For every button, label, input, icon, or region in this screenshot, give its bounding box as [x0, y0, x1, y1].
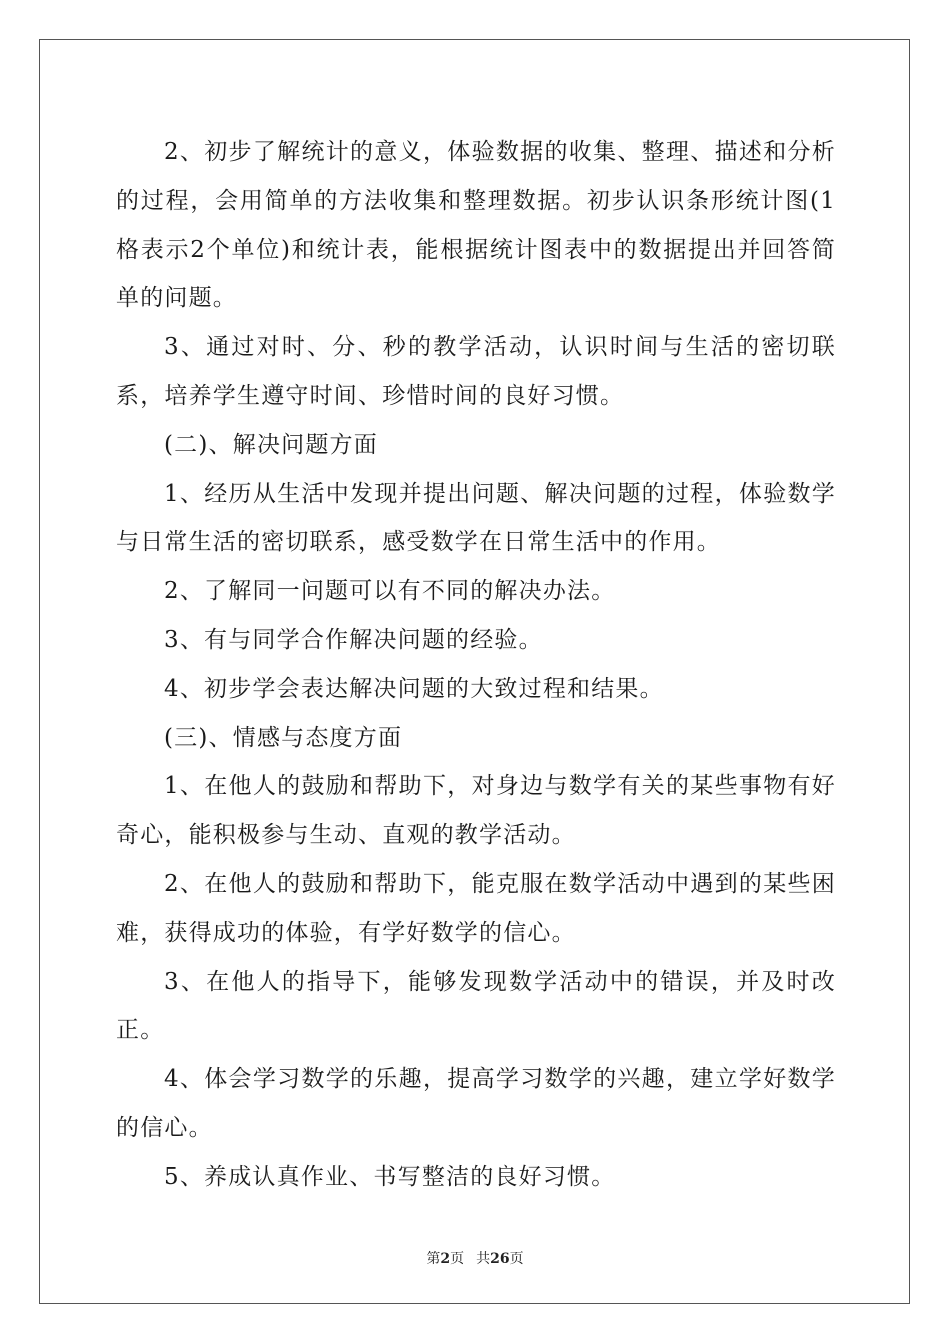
page-prefix: 第	[426, 1251, 441, 1267]
page-footer	[0, 1248, 950, 1268]
page-number: 2	[440, 1251, 451, 1267]
total-prefix: 共	[476, 1251, 491, 1267]
total-suffix: 页	[509, 1251, 524, 1267]
document-body	[116, 128, 836, 1202]
paragraph-overcome-difficulty: 2、在他人的鼓励和帮助下，能克服在数学活动中遇到的某些困难，获得成功的体验，有学好数学的信心。	[116, 870, 836, 946]
paragraph-cooperation: 3、有与同学合作解决问题的经验。	[164, 626, 543, 653]
paragraph-curiosity: 1、在他人的鼓励和帮助下，对身边与数学有关的某些事物有好奇心，能积极参与生动、直观的教学活动。	[116, 773, 836, 849]
page-suffix: 页	[450, 1251, 465, 1267]
paragraph-correct-errors: 3、在他人的指导下，能够发现数学活动中的错误，并及时改正。	[116, 968, 836, 1044]
section-heading-emotion-attitude: (三)、情感与态度方面	[164, 724, 403, 751]
paragraph-express-process: 4、初步学会表达解决问题的大致过程和结果。	[164, 675, 664, 702]
paragraph-enjoy-math: 4、体会学习数学的乐趣，提高学习数学的兴趣，建立学好数学的信心。	[116, 1066, 836, 1141]
paragraph-good-habits: 5、养成认真作业、书写整洁的良好习惯。	[164, 1163, 616, 1190]
total-pages: 26	[490, 1251, 510, 1267]
paragraph-time-activity: 3、通过对时、分、秒的教学活动，认识时间与生活的密切联系，培养学生遵守时间、珍惜时间的良好习惯。	[116, 334, 836, 409]
paragraph-different-solutions: 2、了解同一问题可以有不同的解决办法。	[164, 578, 616, 605]
paragraph-statistics: 2、初步了解统计的意义，体验数据的收集、整理、描述和分析的过程，会用简单的方法收集和整理数据。初步认识条形统计图(1格表示2个单位)和统计表，能根据统计图表中的数据提出并回答简单的问题。	[116, 139, 836, 312]
paragraph-problem-process: 1、经历从生活中发现并提出问题、解决问题的过程，体验数学与日常生活的密切联系，感受数学在日常生活中的作用。	[116, 480, 836, 556]
section-heading-problem-solving: (二)、解决问题方面	[164, 431, 378, 458]
